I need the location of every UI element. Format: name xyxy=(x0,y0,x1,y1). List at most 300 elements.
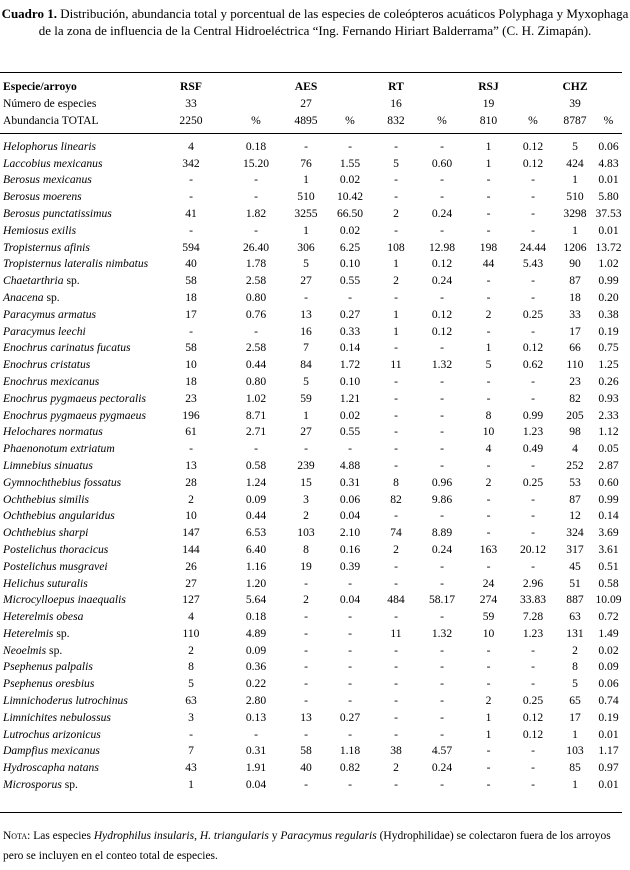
abundance-cell: - xyxy=(486,677,491,691)
percent-cell: 0.12 xyxy=(431,257,453,271)
table-row xyxy=(0,172,622,189)
percent-cell: 10.09 xyxy=(595,593,622,607)
percent-cell: 1.25 xyxy=(598,358,619,372)
table-row xyxy=(0,709,622,726)
abundance-cell: 103 xyxy=(566,744,584,758)
abundance-cell: 1 xyxy=(485,156,492,170)
abundance-cell: 484 xyxy=(387,593,405,607)
percent-cell: 9.86 xyxy=(431,492,453,506)
species-binomial: Psephenus palpalis xyxy=(3,660,93,674)
species-count-value xyxy=(595,96,622,113)
table-row xyxy=(0,374,622,391)
abundance-cell: 98 xyxy=(569,425,581,439)
percent-cell: 7.28 xyxy=(522,610,544,624)
percent-cell: 0.60 xyxy=(598,475,619,489)
abundance-cell: - xyxy=(486,660,491,674)
species-name xyxy=(0,609,156,626)
abundance-cell: 424 xyxy=(566,156,584,170)
percent-cell: 0.55 xyxy=(339,425,361,439)
abundance-cell: 3 xyxy=(303,492,309,506)
abundance-cell: 196 xyxy=(182,408,200,422)
species-name xyxy=(0,407,156,424)
abundance-cell: 17 xyxy=(569,324,581,338)
abundance-cell: 2 xyxy=(303,509,309,523)
abundance-cell: 19 xyxy=(300,559,312,573)
abundance-cell: 51 xyxy=(569,576,581,590)
abundance-cell: 1 xyxy=(485,710,492,724)
percent-cell: - xyxy=(348,139,352,153)
column-header-aes: AES xyxy=(294,80,318,94)
abundance-row xyxy=(0,113,622,130)
abundance-cell: 11 xyxy=(390,358,402,372)
abundance-cell: 11 xyxy=(390,626,402,640)
abundance-cell: - xyxy=(189,173,193,187)
abundance-cell: - xyxy=(304,694,308,708)
species-binomial: Enochrus carinatus fucatus xyxy=(3,341,131,355)
abundance-cell: - xyxy=(189,190,193,204)
species-binomial: Limnebius sinuatus xyxy=(3,458,93,472)
abundance-cell: 61 xyxy=(185,425,197,439)
table-row xyxy=(0,592,622,609)
table-row xyxy=(0,424,622,441)
percent-cell: 4.57 xyxy=(431,744,453,758)
species-name xyxy=(0,525,156,542)
percent-cell: 0.76 xyxy=(245,307,267,321)
species-name xyxy=(0,709,156,726)
species-binomial: Chaetarthria xyxy=(3,274,64,288)
percent-cell: 0.02 xyxy=(339,223,361,237)
abundance-cell: 7 xyxy=(188,744,194,758)
table-caption xyxy=(0,5,630,39)
percent-cell: 0.12 xyxy=(431,307,453,321)
percent-cell: - xyxy=(531,660,535,674)
abundance-cell: 510 xyxy=(566,190,584,204)
species-binomial: Lutrochus arizonicus xyxy=(3,727,101,741)
abundance-cell: 2 xyxy=(393,206,399,220)
species-binomial: Ochthebius sharpi xyxy=(3,526,89,540)
abundance-cell: 3255 xyxy=(294,206,318,220)
abundance-cell: 5 xyxy=(485,358,492,372)
percent-cell: 0.01 xyxy=(598,173,619,187)
abundance-cell: 5 xyxy=(572,139,578,153)
species-binomial: Neoelmis xyxy=(3,643,47,657)
abundance-cell: 1 xyxy=(303,408,309,422)
percent-cell: 0.25 xyxy=(522,307,544,321)
abundance-cell: - xyxy=(394,660,398,674)
table-row xyxy=(0,323,622,340)
percent-cell: 0.06 xyxy=(598,677,619,691)
abundance-cell: 4 xyxy=(188,610,194,624)
percent-cell: - xyxy=(440,643,444,657)
species-name xyxy=(0,542,156,559)
percent-cell: 0.24 xyxy=(431,274,453,288)
species-name xyxy=(0,626,156,643)
percent-cell: - xyxy=(440,223,444,237)
abundance-cell: - xyxy=(394,341,398,355)
abundance-cell: 1 xyxy=(303,223,309,237)
table-row xyxy=(0,239,622,256)
abundance-cell: 342 xyxy=(182,156,200,170)
percent-cell: 15.20 xyxy=(242,156,270,170)
abundance-cell: - xyxy=(304,576,308,590)
table-row xyxy=(0,357,622,374)
percent-cell: - xyxy=(440,778,444,792)
table-row xyxy=(0,222,622,239)
percent-cell: 33.83 xyxy=(519,593,547,607)
abundance-cell: 90 xyxy=(569,257,581,271)
percent-cell: 1.91 xyxy=(245,761,267,775)
species-suffix: sp. xyxy=(43,290,60,304)
abundance-cell: 1 xyxy=(572,778,578,792)
percent-cell: 1.55 xyxy=(339,156,361,170)
spacer-row xyxy=(0,129,622,138)
percent-cell: 0.31 xyxy=(245,744,267,758)
percent-cell: - xyxy=(440,727,444,741)
abundance-cell: - xyxy=(394,391,398,405)
percent-cell: - xyxy=(254,190,258,204)
caption-text: Distribución, abundancia total y porcentual de las especies de coleópteros acuáticos Polyphaga y Myxophaga de la zona de influencia de la Central Hidroeléctrica “Ing. Fernando Hiriart Balderrama” (C. H. Zimapán). xyxy=(38,6,629,38)
percent-cell: - xyxy=(531,324,535,338)
percent-cell: - xyxy=(531,274,535,288)
percent-cell: 0.27 xyxy=(339,710,361,724)
species-binomial: Paracymus leechi xyxy=(3,324,86,338)
abundance-cell: 2 xyxy=(393,542,399,556)
species-name xyxy=(0,239,156,256)
abundance-cell: 2 xyxy=(188,643,194,657)
percent-cell: 0.82 xyxy=(339,761,361,775)
percent-cell: 0.80 xyxy=(245,374,267,388)
abundance-cell: - xyxy=(486,374,491,388)
percent-cell: 0.62 xyxy=(522,358,544,372)
percent-cell: - xyxy=(531,206,535,220)
abundance-cell: 1206 xyxy=(563,240,587,254)
abundance-cell: 28 xyxy=(185,475,197,489)
species-binomial: Helochares normatus xyxy=(3,425,103,439)
abundance-cell: 8 xyxy=(393,475,399,489)
percent-cell: 2.71 xyxy=(245,425,267,439)
percent-cell: - xyxy=(348,694,352,708)
species-binomial: Laccobius mexicanus xyxy=(3,156,103,170)
table-row xyxy=(0,508,622,525)
species-binomial: Hemiosus exilis xyxy=(3,223,77,237)
species-name xyxy=(0,222,156,239)
species-name xyxy=(0,340,156,357)
species-binomial: Helichus suturalis xyxy=(3,576,88,590)
table-row xyxy=(0,340,622,357)
table-row xyxy=(0,609,622,626)
percent-cell: - xyxy=(440,341,444,355)
percent-cell: 3.61 xyxy=(598,542,619,556)
abundance-value: 8787 xyxy=(563,113,587,127)
top-rule xyxy=(0,72,622,73)
abundance-cell: - xyxy=(486,744,491,758)
percent-cell: 0.33 xyxy=(339,324,361,338)
percent-cell: 0.27 xyxy=(339,307,361,321)
abundance-cell: 2 xyxy=(393,761,399,775)
species-name xyxy=(0,306,156,323)
species-name xyxy=(0,424,156,441)
abundance-cell: 58 xyxy=(185,341,197,355)
percent-cell: 1.82 xyxy=(245,206,267,220)
abundance-cell: 12 xyxy=(569,509,581,523)
abundance-cell: 27 xyxy=(300,274,312,288)
abundance-cell: 1 xyxy=(572,727,578,741)
abundance-cell: 131 xyxy=(566,626,584,640)
abundance-cell: 66 xyxy=(569,341,581,355)
percent-cell: 6.53 xyxy=(245,526,267,540)
percent-cell: - xyxy=(531,677,535,691)
percent-cell: 1.21 xyxy=(339,391,361,405)
abundance-cell: 40 xyxy=(300,761,312,775)
table-note xyxy=(3,826,619,866)
percent-cell: 0.10 xyxy=(339,257,361,271)
note-text: (Hydrophilidae) se colectaron fuera de los arroyos pero se incluyen en el conteo total de especies. xyxy=(3,830,611,862)
species-count-value: 27 xyxy=(300,97,312,111)
species-binomial: Tropisternus lateralis nimbatus xyxy=(3,257,149,271)
column-header-row xyxy=(0,79,622,96)
percent-cell: 0.09 xyxy=(245,643,267,657)
abundance-cell: 594 xyxy=(182,240,200,254)
abundance-value: % xyxy=(345,113,355,127)
percent-cell: 0.12 xyxy=(522,156,544,170)
abundance-cell: - xyxy=(486,492,491,506)
abundance-cell: - xyxy=(304,778,308,792)
species-name xyxy=(0,155,156,172)
abundance-cell: - xyxy=(304,727,308,741)
percent-cell: 0.01 xyxy=(598,223,619,237)
abundance-cell: - xyxy=(304,610,308,624)
percent-cell: - xyxy=(440,458,444,472)
percent-cell: - xyxy=(440,610,444,624)
species-binomial: Paracymus armatus xyxy=(3,307,97,321)
species-name xyxy=(0,323,156,340)
percent-cell: 0.09 xyxy=(598,660,619,674)
abundance-cell: 4 xyxy=(572,442,578,456)
percent-cell: 0.14 xyxy=(339,341,361,355)
percent-cell: 24.44 xyxy=(519,240,547,254)
abundance-cell: - xyxy=(486,761,491,775)
species-name xyxy=(0,474,156,491)
species-name xyxy=(0,760,156,777)
percent-cell: 0.18 xyxy=(245,610,267,624)
abundance-cell: - xyxy=(394,425,398,439)
note-text: y xyxy=(268,830,281,842)
percent-cell: - xyxy=(531,778,535,792)
abundance-cell: - xyxy=(394,139,398,153)
percent-cell: 1.12 xyxy=(598,425,619,439)
abundance-cell: - xyxy=(394,408,398,422)
abundance-cell: - xyxy=(486,223,491,237)
table-row xyxy=(0,676,622,693)
percent-cell: 0.04 xyxy=(339,593,361,607)
species-name xyxy=(0,256,156,273)
abundance-cell: - xyxy=(394,559,398,573)
percent-cell: - xyxy=(531,492,535,506)
percent-cell: - xyxy=(348,660,352,674)
table-row xyxy=(0,626,622,643)
abundance-cell: 3 xyxy=(188,710,194,724)
table-row xyxy=(0,273,622,290)
percent-cell: - xyxy=(531,744,535,758)
abundance-cell: - xyxy=(394,677,398,691)
species-binomial: Hydroscapha natans xyxy=(3,761,99,775)
percent-cell: 2.87 xyxy=(598,458,619,472)
percent-cell: - xyxy=(531,190,535,204)
table-row xyxy=(0,558,622,575)
abundance-cell: 18 xyxy=(185,374,197,388)
percent-cell: 0.36 xyxy=(245,660,267,674)
percent-cell: 0.12 xyxy=(522,727,544,741)
table-row xyxy=(0,138,622,155)
percent-cell: 0.99 xyxy=(598,492,619,506)
table-row xyxy=(0,155,622,172)
abundance-cell: 76 xyxy=(300,156,312,170)
abundance-cell: - xyxy=(486,509,491,523)
abundance-cell: - xyxy=(486,190,491,204)
species-binomial: Enochrus pygmaeus pygmaeus xyxy=(3,408,146,422)
percent-cell: 5.64 xyxy=(245,593,267,607)
abundance-cell: 163 xyxy=(479,542,498,556)
percent-cell: 0.02 xyxy=(339,408,361,422)
species-count-value: 16 xyxy=(390,97,402,111)
percent-cell: 26.40 xyxy=(242,240,270,254)
percent-cell: 0.99 xyxy=(598,274,619,288)
abundance-cell: 87 xyxy=(569,492,581,506)
abundance-cell: - xyxy=(394,710,398,724)
table-row xyxy=(0,458,622,475)
abundance-value: % xyxy=(251,113,261,127)
abundance-cell: 17 xyxy=(185,307,197,321)
species-binomial: Ochthebius similis xyxy=(3,492,89,506)
percent-cell: 0.26 xyxy=(598,374,619,388)
note-text: Las especies xyxy=(30,830,94,842)
percent-cell: 0.24 xyxy=(431,542,453,556)
abundance-value: 2250 xyxy=(179,113,203,127)
percent-cell: 4.83 xyxy=(598,156,619,170)
abundance-cell: - xyxy=(394,509,398,523)
abundance-cell: - xyxy=(486,324,491,338)
percent-cell: 0.97 xyxy=(598,761,619,775)
species-binomial: Microsporus xyxy=(3,778,62,792)
percent-cell: - xyxy=(531,509,535,523)
abundance-cell: 58 xyxy=(300,744,312,758)
abundance-cell: 27 xyxy=(300,425,312,439)
percent-cell: 0.51 xyxy=(598,559,619,573)
species-name xyxy=(0,273,156,290)
percent-cell: 0.44 xyxy=(245,509,267,523)
percent-cell: 0.12 xyxy=(522,139,544,153)
note-text: , xyxy=(194,830,200,842)
percent-cell: - xyxy=(531,374,535,388)
abundance-cell: 110 xyxy=(182,626,200,640)
abundance-cell: 2 xyxy=(188,492,194,506)
percent-cell: 0.60 xyxy=(431,156,453,170)
abundance-cell: 103 xyxy=(297,526,315,540)
abundance-cell: - xyxy=(394,290,398,304)
abundance-value: 810 xyxy=(479,113,498,127)
species-binomial: Postelichus musgravei xyxy=(3,559,108,573)
percent-cell: 12.98 xyxy=(428,240,456,254)
percent-cell: 0.38 xyxy=(598,307,619,321)
abundance-cell: 306 xyxy=(297,240,315,254)
percent-cell: 1.16 xyxy=(245,559,267,573)
percent-cell: 2.96 xyxy=(522,576,544,590)
abundance-cell: - xyxy=(394,374,398,388)
percent-cell: - xyxy=(440,391,444,405)
abundance-cell: - xyxy=(486,643,491,657)
abundance-cell: 144 xyxy=(182,542,200,556)
species-binomial: Enochrus pygmaeus pectoralis xyxy=(3,391,146,405)
abundance-cell: 8 xyxy=(188,660,194,674)
percent-cell: 2.33 xyxy=(598,408,619,422)
percent-cell: - xyxy=(348,626,352,640)
percent-cell: - xyxy=(348,610,352,624)
percent-cell: 2.80 xyxy=(245,694,267,708)
percent-cell: 0.09 xyxy=(245,492,267,506)
percent-cell: 20.12 xyxy=(519,542,547,556)
percent-cell: 0.04 xyxy=(339,509,361,523)
species-name xyxy=(0,659,156,676)
percent-cell: 0.55 xyxy=(339,274,361,288)
percent-cell: 0.25 xyxy=(522,475,544,489)
species-count-value xyxy=(226,96,286,113)
abundance-cell: 10 xyxy=(185,509,197,523)
abundance-cell: - xyxy=(304,677,308,691)
percent-cell: - xyxy=(531,761,535,775)
species-binomial: Psephenus oresbius xyxy=(3,677,95,691)
percent-cell: - xyxy=(440,139,444,153)
percent-cell: - xyxy=(531,643,535,657)
species-binomial: Microcylloepus inaequalis xyxy=(3,593,126,607)
percent-cell: 6.25 xyxy=(339,240,361,254)
abundance-cell: - xyxy=(486,206,491,220)
column-header-chz: CHZ xyxy=(562,80,588,94)
abundance-cell: 2 xyxy=(485,694,492,708)
percent-cell: 1.32 xyxy=(431,358,453,372)
species-count-label: Número de especies xyxy=(3,97,97,111)
percent-cell: 1.78 xyxy=(245,257,267,271)
species-suffix: sp. xyxy=(61,778,78,792)
species-name xyxy=(0,491,156,508)
abundance-cell: - xyxy=(304,660,308,674)
abundance-cell: 4 xyxy=(188,139,194,153)
percent-cell: - xyxy=(348,727,352,741)
percent-cell: 0.99 xyxy=(522,408,544,422)
percent-cell: 1.20 xyxy=(245,576,267,590)
abundance-cell: 26 xyxy=(185,559,197,573)
percent-cell: - xyxy=(440,694,444,708)
species-name xyxy=(0,693,156,710)
species-name xyxy=(0,138,156,155)
species-name xyxy=(0,290,156,307)
percent-cell: 1.17 xyxy=(598,744,619,758)
abundance-cell: 2 xyxy=(485,307,492,321)
abundance-cell: 13 xyxy=(300,710,312,724)
species-name xyxy=(0,558,156,575)
species-name xyxy=(0,726,156,743)
percent-cell: - xyxy=(531,559,535,573)
column-header-species: Especie/arroyo xyxy=(3,80,77,94)
percent-cell: 1.23 xyxy=(522,626,544,640)
species-name xyxy=(0,458,156,475)
abundance-cell: 33 xyxy=(569,307,581,321)
percent-cell: - xyxy=(531,391,535,405)
percent-cell: 1.18 xyxy=(339,744,361,758)
note-species: Paracymus regularis xyxy=(280,830,377,842)
abundance-cell: 317 xyxy=(566,542,584,556)
percent-cell: 4.89 xyxy=(245,626,267,640)
abundance-cell: 45 xyxy=(569,559,581,573)
